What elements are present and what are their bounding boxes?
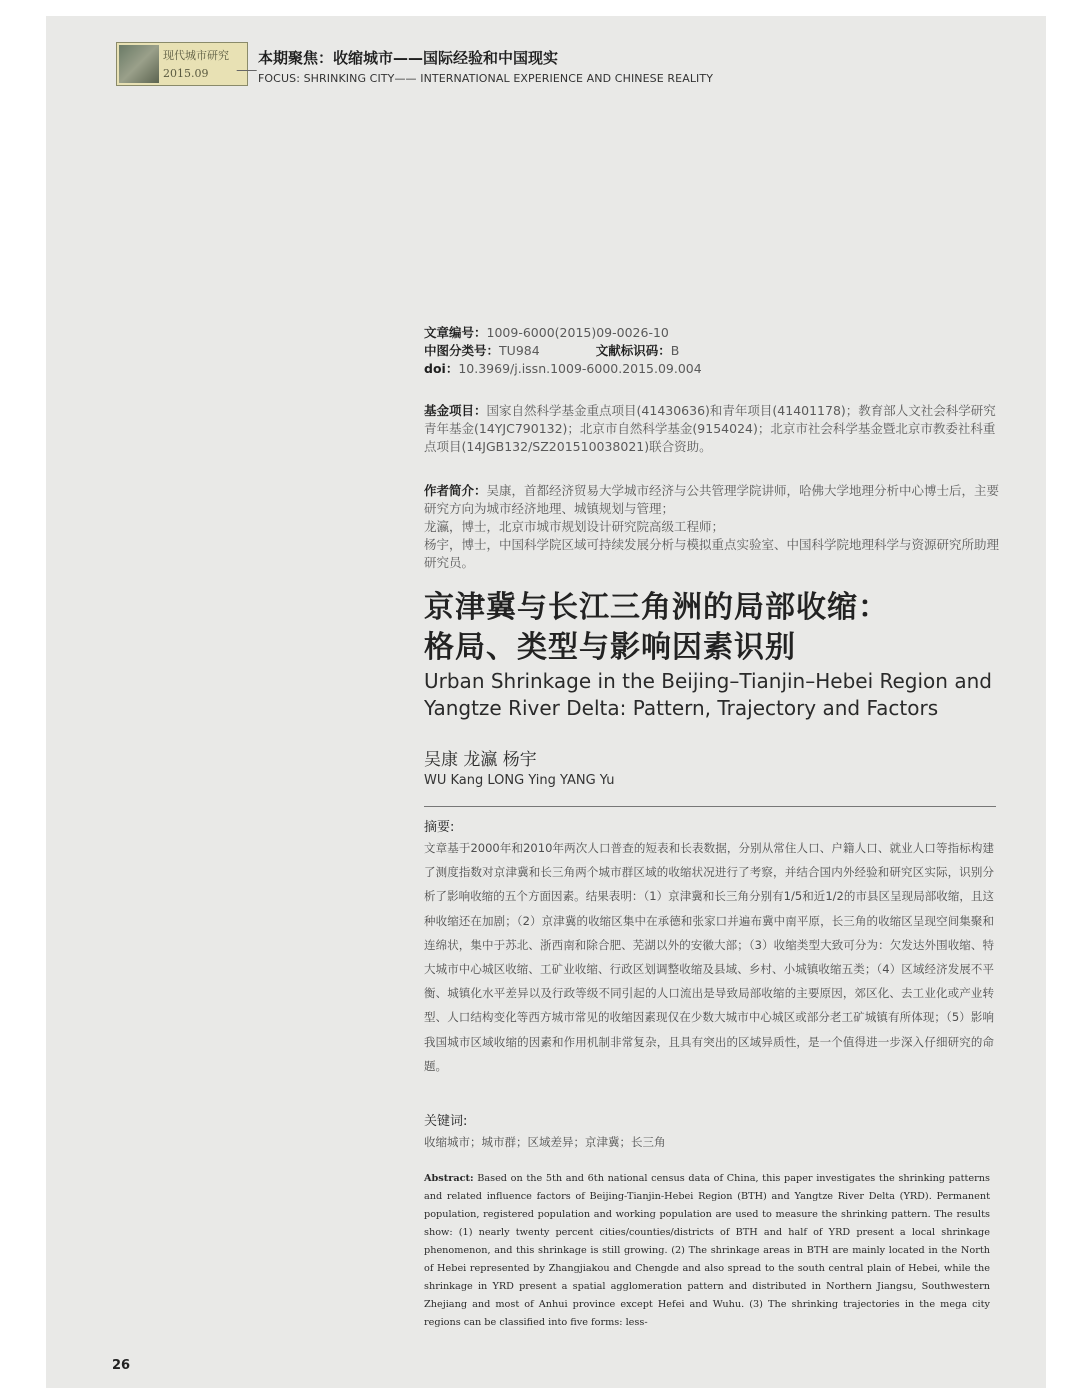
article-title-en [424, 668, 1024, 722]
abstract-en-text: Based on the 5th and 6th national census data of China, this paper investigates the shrinking patterns and related influence factors of Beijing-Tianjin-Hebei Region (BTH) and Yangtze River Delta (YRD). Permanent population, registered population and working population are used to measure the shrinking pattern. The results show: (1) nearly twenty percent cities/counties/districts of BTH and half of YRD present a local shrinkage phenomenon, and this shrinkage is still growing. (2) The shrinkage areas in BTH are mainly located in the North of Hebei represented by Zhangjiakou and Chengde and also spread to the south central plain of Hebei, while the shrinkage in YRD present a spatial agglomeration pattern and distributed in Northern Jiangsu, Southwestern Zhejiang and most of Anhui province except Hefei and Wuhu. (3) The shrinking trajectories in the mega city regions can be classified into five forms: less- [424, 1173, 990, 1328]
author-label: 作者简介 [424, 483, 475, 498]
clc-value: TU984 [499, 343, 540, 358]
doc-code-value: B [670, 343, 680, 358]
doc-code-label: 文献标识码 [595, 343, 659, 358]
article-title-cn [424, 588, 1024, 668]
authors-en: WU Kang LONG Ying YANG Yu [424, 773, 615, 788]
author-3: 杨宇，博士，中国科学院区域可持续发展分析与模拟重点实验室、中国科学院地理科学与资源研究所助理研究员。 [424, 537, 1000, 570]
article-identifiers: 文章编号：1009-6000(2015)09-0026-10 中图分类号：TU984 文献标识码：B doi：10.3969/j.issn.1009-6000.2015.09.004 [424, 325, 702, 376]
abstract-text-cn: 文章基于2000年和2010年两次人口普查的短表和长表数据，分别从常住人口、户籍人口、就业人口等指标构建了测度指数对京津冀和长三角两个城市群区域的收缩状况进行了考察，并结合国内外经验和研究区实际，识别分析了影响收缩的五个方面因素。结果表明：（1）京津冀和长三角分别有1/5和近1/2的市县区呈现局部收缩，且这种收缩还在加剧；（2）京津冀的收缩区集中在承德和张家口并遍布冀中南平原，长三角的收缩区呈现空间集聚和连绵状，集中于苏北、浙西南和除合肥、芜湖以外的安徽大部；（3）收缩类型大致可分为：欠发达外围收缩、特大城市中心城区收缩、工矿业收缩、行政区划调整收缩及县域、乡村、小城镇收缩五类；（4）区域经济发展不平衡、城镇化水平差异以及行政等级不同引起的人口流出是导致局部收缩的主要原因，郊区化、去工业化或产业转型、人口结构变化等西方城市常见的收缩因素现仅在少数大城市中心城区或部分老工矿城镇有所体现；（5）影响我国城市区域收缩的因素和作用机制非常复杂，且具有突出的区域异质性，是一个值得进一步深入仔细研究的命题。 [424, 841, 994, 1073]
title-en-line-2: Yangtze River Delta: Pattern, Trajectory and Factors [424, 696, 939, 720]
fund-text: 国家自然科学基金重点项目(41430636)和青年项目(41401178)；教育部人文社会科学研究青年基金(14YJC790132)；北京市自然科学基金(9154024)；北京市社会科学基金暨北京市教委社科重点项目(14JGB132/SZ201510038021)联合资助。 [424, 403, 996, 454]
abstract-en [424, 1170, 990, 1332]
title-cn-line-1: 京津冀与长江三角洲的局部收缩： [424, 590, 889, 625]
fund-label: 基金项目 [424, 403, 475, 418]
badge-journal-name: 现代城市研究 [163, 49, 229, 62]
article-no: 1009-6000(2015)09-0026-10 [486, 325, 669, 340]
article-no-label: 文章编号 [424, 325, 475, 340]
abstract-en-label: Abstract: [424, 1173, 474, 1184]
author-info: 作者简介：吴康，首都经济贸易大学城市经济与公共管理学院讲师，哈佛大学地理分析中心博士后，主要研究方向为城市经济地理、城镇规划与管理； 龙瀛，博士，北京市城市规划设计研究院高级工程师； 杨宇，博士，中国科学院区域可持续发展分析与模拟重点实验室、中国科学院地理科学与资源研究所助理研究员。 [424, 483, 1000, 570]
section-divider [424, 806, 996, 807]
doi-value: 10.3969/j.issn.1009-6000.2015.09.004 [458, 361, 702, 376]
focus-title-cn: 本期聚焦：收缩城市——国际经验和中国现实 [258, 49, 559, 67]
badge-photo [119, 45, 159, 83]
keywords-text: 收缩城市；城市群；区域差异；京津冀；长三角 [424, 1135, 666, 1149]
title-en-line-1: Urban Shrinkage in the Beijing–Tianjin–Hebei Region and [424, 669, 992, 693]
abstract-label-cn: 摘要: [424, 820, 455, 835]
authors-cn: 吴康 龙瀛 杨宇 [424, 750, 537, 770]
funding-info: 基金项目：国家自然科学基金重点项目(41430636)和青年项目(41401178)；教育部人文社会科学研究青年基金(14YJC790132)；北京市自然科学基金(9154024)；北京市社会科学基金暨北京市教委社科重点项目(14JGB132/SZ201510038021)联合资助。 [424, 403, 996, 454]
author-2: 龙瀛，博士，北京市城市规划设计研究院高级工程师； [424, 519, 725, 534]
keywords-label: 关键词: [424, 1114, 468, 1129]
doi-label: doi [424, 361, 446, 376]
author-1: 吴康，首都经济贸易大学城市经济与公共管理学院讲师，哈佛大学地理分析中心博士后，主要研究方向为城市经济地理、城镇规划与管理； [424, 483, 1000, 516]
focus-title-en: FOCUS: SHRINKING CITY—— INTERNATIONAL EXPERIENCE AND CHINESE REALITY [258, 72, 714, 85]
badge-issue: 2015.09 [163, 67, 209, 80]
page-number: 26 [112, 1358, 131, 1373]
clc-label: 中图分类号 [424, 343, 487, 358]
title-cn-line-2: 格局、类型与影响因素识别 [424, 630, 796, 665]
